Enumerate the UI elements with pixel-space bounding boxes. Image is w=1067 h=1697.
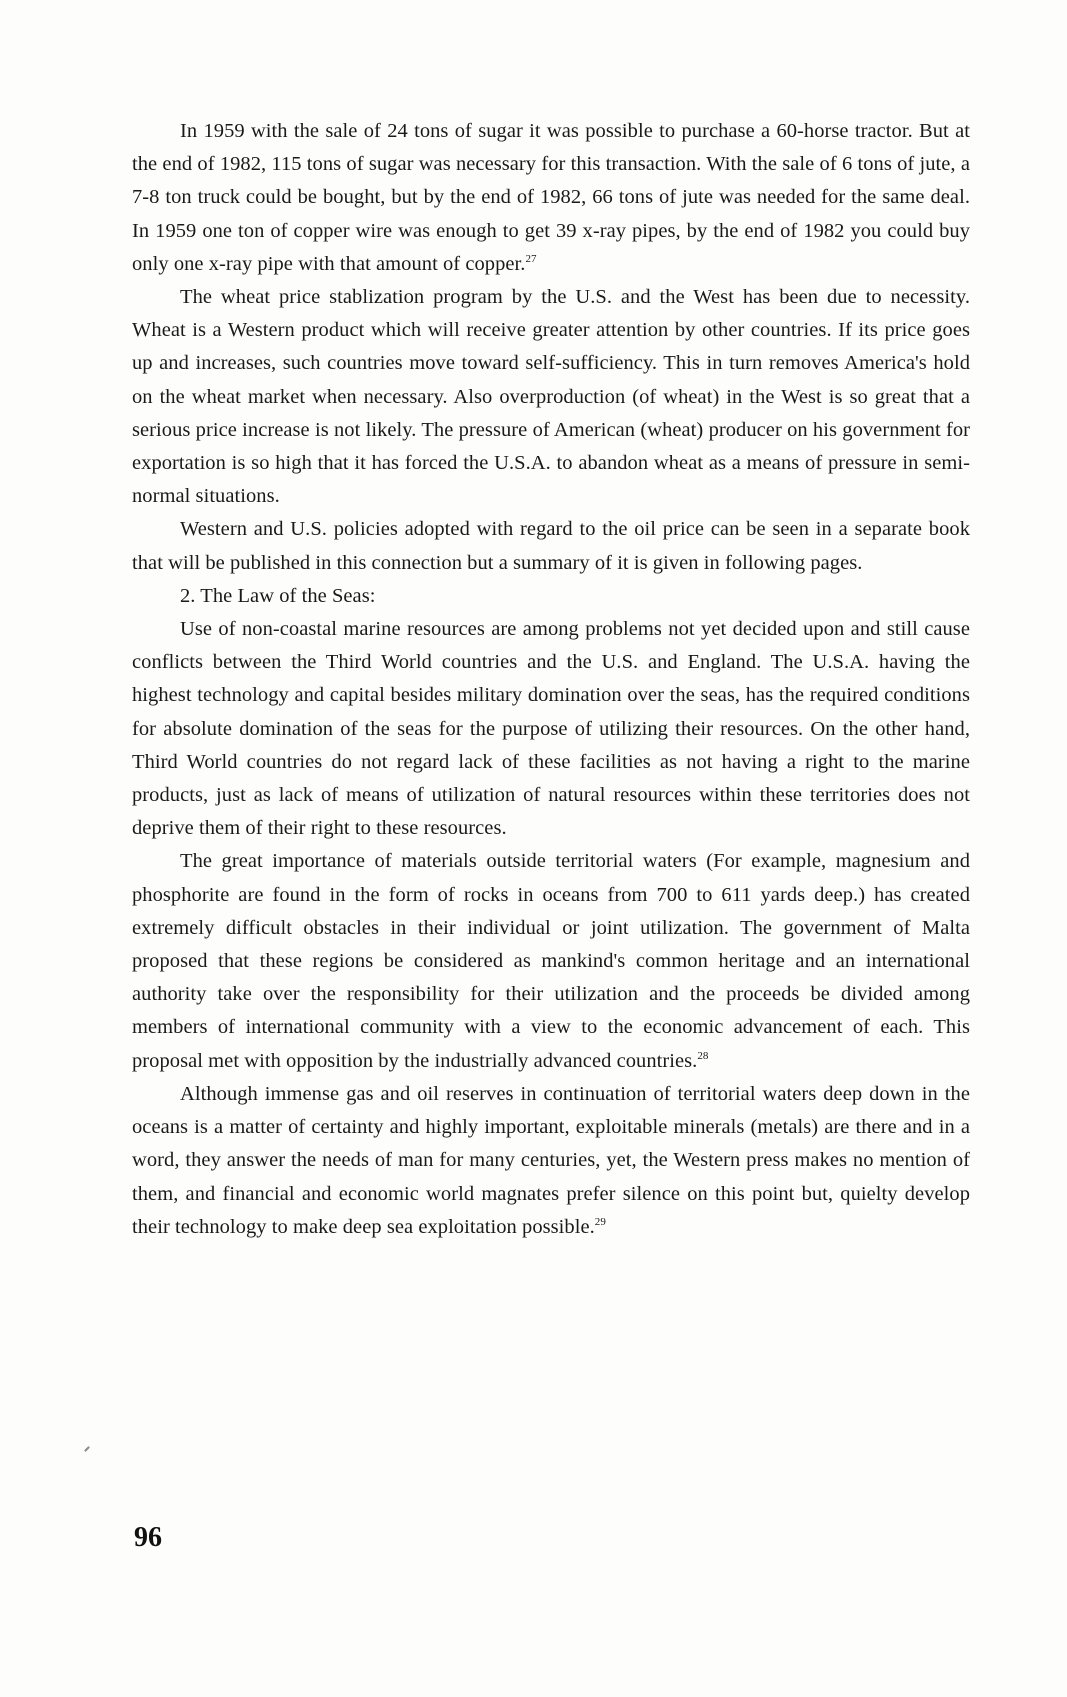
paragraph-text: The wheat price stablization program by the U.S. and the West has been due to necessity. Wheat is a Western product which will receive greater attention by other countries. If its price goes up and increases, such countries move toward self-sufficiency. This in turn removes America's hold on the wheat market when necessary. Also overproduction (of wheat) in the West is so great that a serious price increase is not likely. The pressure of American (wheat) producer on his government for exportation is so high that it has forced the U.S.A. to abandon wheat as a means of pressure in semi-normal situations. (132, 286, 970, 508)
body-text (132, 115, 970, 1244)
paragraph-marine-resources (132, 613, 970, 845)
margin-mark (84, 1446, 90, 1452)
paragraph-commodity-prices (132, 115, 970, 281)
paragraph-oil-policy (132, 513, 970, 579)
footnote-marker: 29 (594, 1215, 606, 1228)
paragraph-wheat-price (132, 281, 970, 513)
footnote-marker: 28 (697, 1049, 709, 1062)
paragraph-text: Use of non-coastal marine resources are among problems not yet decided upon and still cause conflicts between the Third World countries and the U.S. and England. The U.S.A. having the highest technology and capital besides military domination over the seas, has the required conditions for absolute domination of the seas for the purpose of utilizing their resources. On the other hand, Third World countries do not regard lack of these facilities as not having a right to the marine products, just as lack of means of utilization of natural resources within these territories does not deprive them of their right to these resources. (132, 618, 970, 840)
paragraph-gas-oil-reserves (132, 1078, 970, 1244)
paragraph-text: In 1959 with the sale of 24 tons of sugar it was possible to purchase a 60-horse tractor. But at the end of 1982, 115 tons of sugar was necessary for this transaction. With the sale of 6 tons of jute, a 7-8 ton truck could be bought, but by the end of 1982, 66 tons of jute was needed for the same deal. In 1959 one ton of copper wire was enough to get 39 x-ray pipes, by the end of 1982 you could buy only one x-ray pipe with that amount of copper. (132, 120, 970, 275)
page-number: 96 (134, 1522, 162, 1553)
paragraph-territorial-waters (132, 845, 970, 1077)
paragraph-text: The great importance of materials outside territorial waters (For example, magnesium and phosphorite are found in the form of rocks in oceans from 700 to 611 yards deep.) has created extremely difficult obstacles in their individual or joint utilization. The government of Malta proposed that these regions be considered as mankind's common heritage and an international authority take over the responsibility for their utilization and the proceeds be divided among members of international community with a view to the economic advancement of each. This proposal met with opposition by the industrially advanced countries. (132, 850, 970, 1072)
paragraph-text: Western and U.S. policies adopted with regard to the oil price can be seen in a separate book that will be published in this connection but a summary of it is given in following pages. (132, 518, 970, 574)
footnote-marker: 27 (525, 252, 537, 265)
heading-text: 2. The Law of the Seas: (180, 584, 376, 607)
paragraph-text: Although immense gas and oil reserves in continuation of territorial waters deep down in the oceans is a matter of certainty and highly important, exploitable minerals (metals) are there and in a word, they answer the needs of man for many centuries, yet, the Western press makes no mention of them, and financial and economic world magnates prefer silence on this point but, quielty develop their technology to make deep sea exploitation possible. (132, 1082, 970, 1238)
section-heading-law-of-seas (132, 580, 970, 613)
